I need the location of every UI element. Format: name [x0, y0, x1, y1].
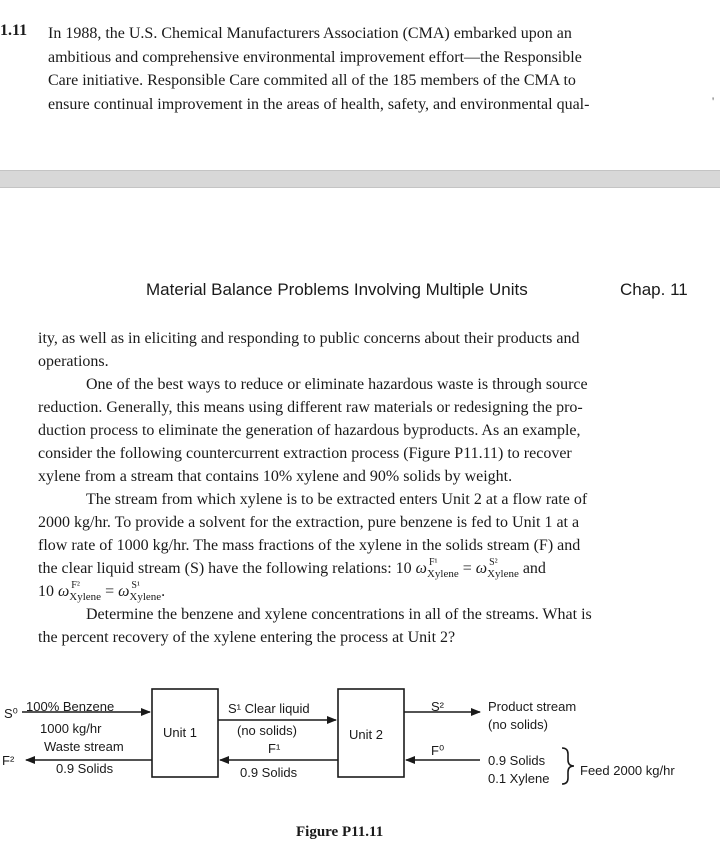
superscript: F¹ — [428, 557, 438, 568]
process-flow-figure — [0, 660, 720, 844]
label-f2: F² — [2, 753, 15, 768]
label-f1-solids: 0.9 Solids — [240, 765, 298, 780]
equation-line-1 — [38, 557, 698, 580]
equals-sign: = — [101, 583, 119, 600]
mass-fraction-subscript — [487, 557, 519, 580]
body-text — [38, 327, 698, 649]
label-product-no-solids: (no solids) — [488, 717, 548, 732]
running-header-title: Material Balance Problems Involving Multiple Units — [146, 280, 528, 299]
body-line: 2000 kg/hr. To provide a solvent for the extraction, pure benzene is fed to Unit 1 at a — [38, 514, 580, 531]
label-feed-xylene: 0.1 Xylene — [488, 771, 550, 786]
body-line: the percent recovery of the xylene entering the process at Unit 2? — [38, 629, 456, 646]
mass-fraction-subscript — [129, 580, 162, 603]
chapter-label: Chap. 11 — [620, 280, 688, 299]
label-feed-solids: 0.9 Solids — [488, 753, 546, 768]
superscript: S² — [489, 557, 498, 568]
label-feed-rate: Feed 2000 kg/hr — [580, 763, 675, 778]
body-line: ity, as well as in eliciting and responding to public concerns about their products and — [38, 330, 580, 347]
body-line: Determine the benzene and xylene concentrations in all of the streams. What is — [86, 606, 592, 623]
subscript: Xylene — [487, 568, 519, 580]
omega-symbol: ω — [415, 560, 427, 577]
label-s2: S² — [431, 699, 444, 714]
label-benzene: 100% Benzene — [26, 699, 115, 714]
label-product-stream: Product stream — [488, 699, 577, 714]
body-line: duction process to eliminate the generation of hazardous byproducts. As an example, — [38, 422, 581, 439]
paragraph-line: ambitious and comprehensive environmental improvement effort—the Responsible — [48, 48, 582, 66]
equals-sign: = — [458, 560, 476, 577]
body-line: the clear liquid stream (S) have the following relations: 10 — [38, 560, 416, 577]
page-divider — [0, 170, 720, 188]
label-f1: F¹ — [268, 741, 281, 756]
paragraph-line: In 1988, the U.S. Chemical Manufacturers Association (CMA) embarked upon an — [48, 25, 572, 42]
label-f0: F⁰ — [431, 743, 445, 758]
period: . — [161, 583, 166, 600]
subscript: Xylene — [129, 591, 162, 603]
label-unit-2: Unit 2 — [349, 727, 383, 742]
omega-symbol: ω — [475, 560, 488, 577]
problem-paragraph — [48, 22, 708, 116]
subscript: Xylene — [69, 591, 102, 603]
body-line: consider the following countercurrent extraction process (Figure P11.11) to recover — [38, 445, 572, 462]
equation-line-2 — [38, 580, 698, 603]
body-line: flow rate of 1000 kg/hr. The mass fractions of the xylene in the solids stream (F) and — [38, 537, 581, 554]
label-no-solids: (no solids) — [237, 723, 297, 738]
body-line: operations. — [38, 353, 109, 370]
omega-symbol: ω — [118, 583, 130, 600]
edge-mark: ' — [712, 94, 715, 108]
body-line: reduction. Generally, this means using different raw materials or redesigning the pro- — [38, 399, 583, 416]
superscript: F² — [71, 580, 80, 591]
body-line: One of the best ways to reduce or eliminate hazardous waste is through source — [86, 376, 588, 393]
omega-symbol: ω — [58, 583, 70, 600]
mass-fraction-subscript — [426, 557, 459, 580]
paragraph-line: Care initiative. Responsible Care commited all of the 185 members of the CMA to — [48, 72, 576, 89]
body-line: The stream from which xylene is to be extracted enters Unit 2 at a flow rate of — [86, 491, 588, 508]
feed-brace — [562, 748, 574, 784]
paragraph-line: ensure continual improvement in the areas of health, safety, and environmental qual- — [48, 95, 590, 113]
label-benzene-rate: 1000 kg/hr — [40, 721, 102, 736]
mass-fraction-subscript — [69, 580, 102, 603]
and-word: and — [518, 560, 546, 577]
superscript: S¹ — [131, 580, 140, 591]
body-line: xylene from a stream that contains 10% xylene and 90% solids by weight. — [38, 468, 513, 485]
coefficient: 10 — [38, 583, 58, 600]
label-s0: S⁰ — [4, 706, 18, 721]
problem-number: 1.11 — [0, 22, 28, 39]
label-waste-stream: Waste stream — [44, 739, 124, 754]
figure-caption: Figure P11.11 — [296, 824, 384, 840]
label-waste-solids: 0.9 Solids — [56, 761, 114, 776]
label-s1-clear-liquid: S¹ Clear liquid — [228, 701, 310, 716]
previous-page-fragment — [0, 0, 720, 165]
label-unit-1: Unit 1 — [163, 725, 197, 740]
subscript: Xylene — [426, 568, 459, 580]
